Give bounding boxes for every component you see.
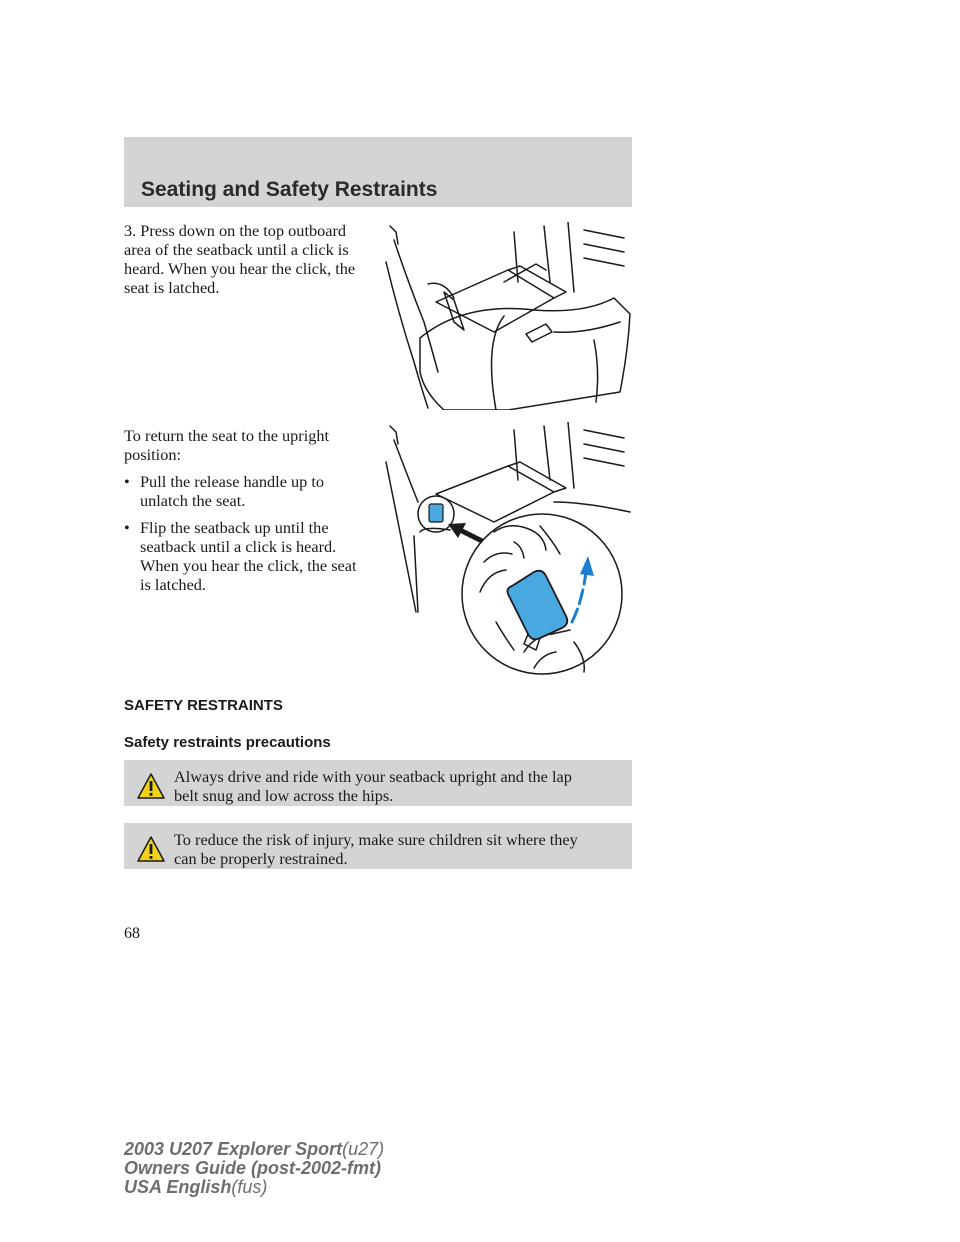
warning-triangle-icon	[136, 772, 166, 800]
bullet-line: is latched.	[140, 575, 207, 594]
return-intro-line: position:	[124, 445, 181, 464]
page-number: 68	[124, 925, 140, 942]
step-3-line: area of the seatback until a click is	[124, 240, 349, 259]
warning-text	[174, 767, 624, 805]
folded-seat-illustration	[384, 222, 634, 410]
warning-triangle-icon	[136, 835, 166, 863]
warning-line: can be properly restrained.	[174, 849, 348, 868]
bullet-line: Pull the release handle up to	[140, 472, 325, 491]
step-3-line: 3. Press down on the top outboard	[124, 221, 347, 240]
bullet-line: When you hear the click, the seat	[140, 556, 357, 575]
return-intro-line: To return the seat to the upright	[124, 426, 330, 445]
section-title: Seating and Safety Restraints	[141, 178, 438, 201]
warning-box	[124, 823, 632, 869]
bullet-item	[124, 518, 386, 594]
return-intro	[124, 426, 386, 464]
warning-line: Always drive and ride with your seatback upright and the lap	[174, 767, 572, 786]
step-3-line: seat is latched.	[124, 278, 220, 297]
safety-subheading: Safety restraints precautions	[124, 734, 331, 751]
footer-model-code: (u27)	[342, 1139, 385, 1159]
document-footer	[124, 1140, 384, 1197]
return-instructions	[124, 426, 386, 602]
footer-language-code: (fus)	[231, 1177, 268, 1197]
bullet-dot: •	[124, 472, 130, 491]
warning-line: To reduce the risk of injury, make sure children sit where they	[174, 830, 578, 849]
warning-line: belt snug and low across the hips.	[174, 786, 394, 805]
release-handle-illustration	[384, 422, 634, 692]
step-3-line: heard. When you hear the click, the	[124, 259, 356, 278]
warning-box	[124, 760, 632, 806]
bullet-line: unlatch the seat.	[140, 491, 246, 510]
footer-language: USA English	[124, 1177, 232, 1197]
footer-guide: Owners Guide (post-2002-fmt)	[124, 1158, 382, 1178]
warning-text	[174, 830, 624, 868]
bullet-item	[124, 472, 386, 510]
bullet-dot: •	[124, 518, 130, 537]
step-3-text	[124, 221, 386, 297]
safety-heading: SAFETY RESTRAINTS	[124, 697, 283, 714]
footer-model: 2003 U207 Explorer Sport	[124, 1139, 343, 1159]
bullet-line: seatback until a click is heard.	[140, 537, 337, 556]
bullet-line: Flip the seatback up until the	[140, 518, 329, 537]
